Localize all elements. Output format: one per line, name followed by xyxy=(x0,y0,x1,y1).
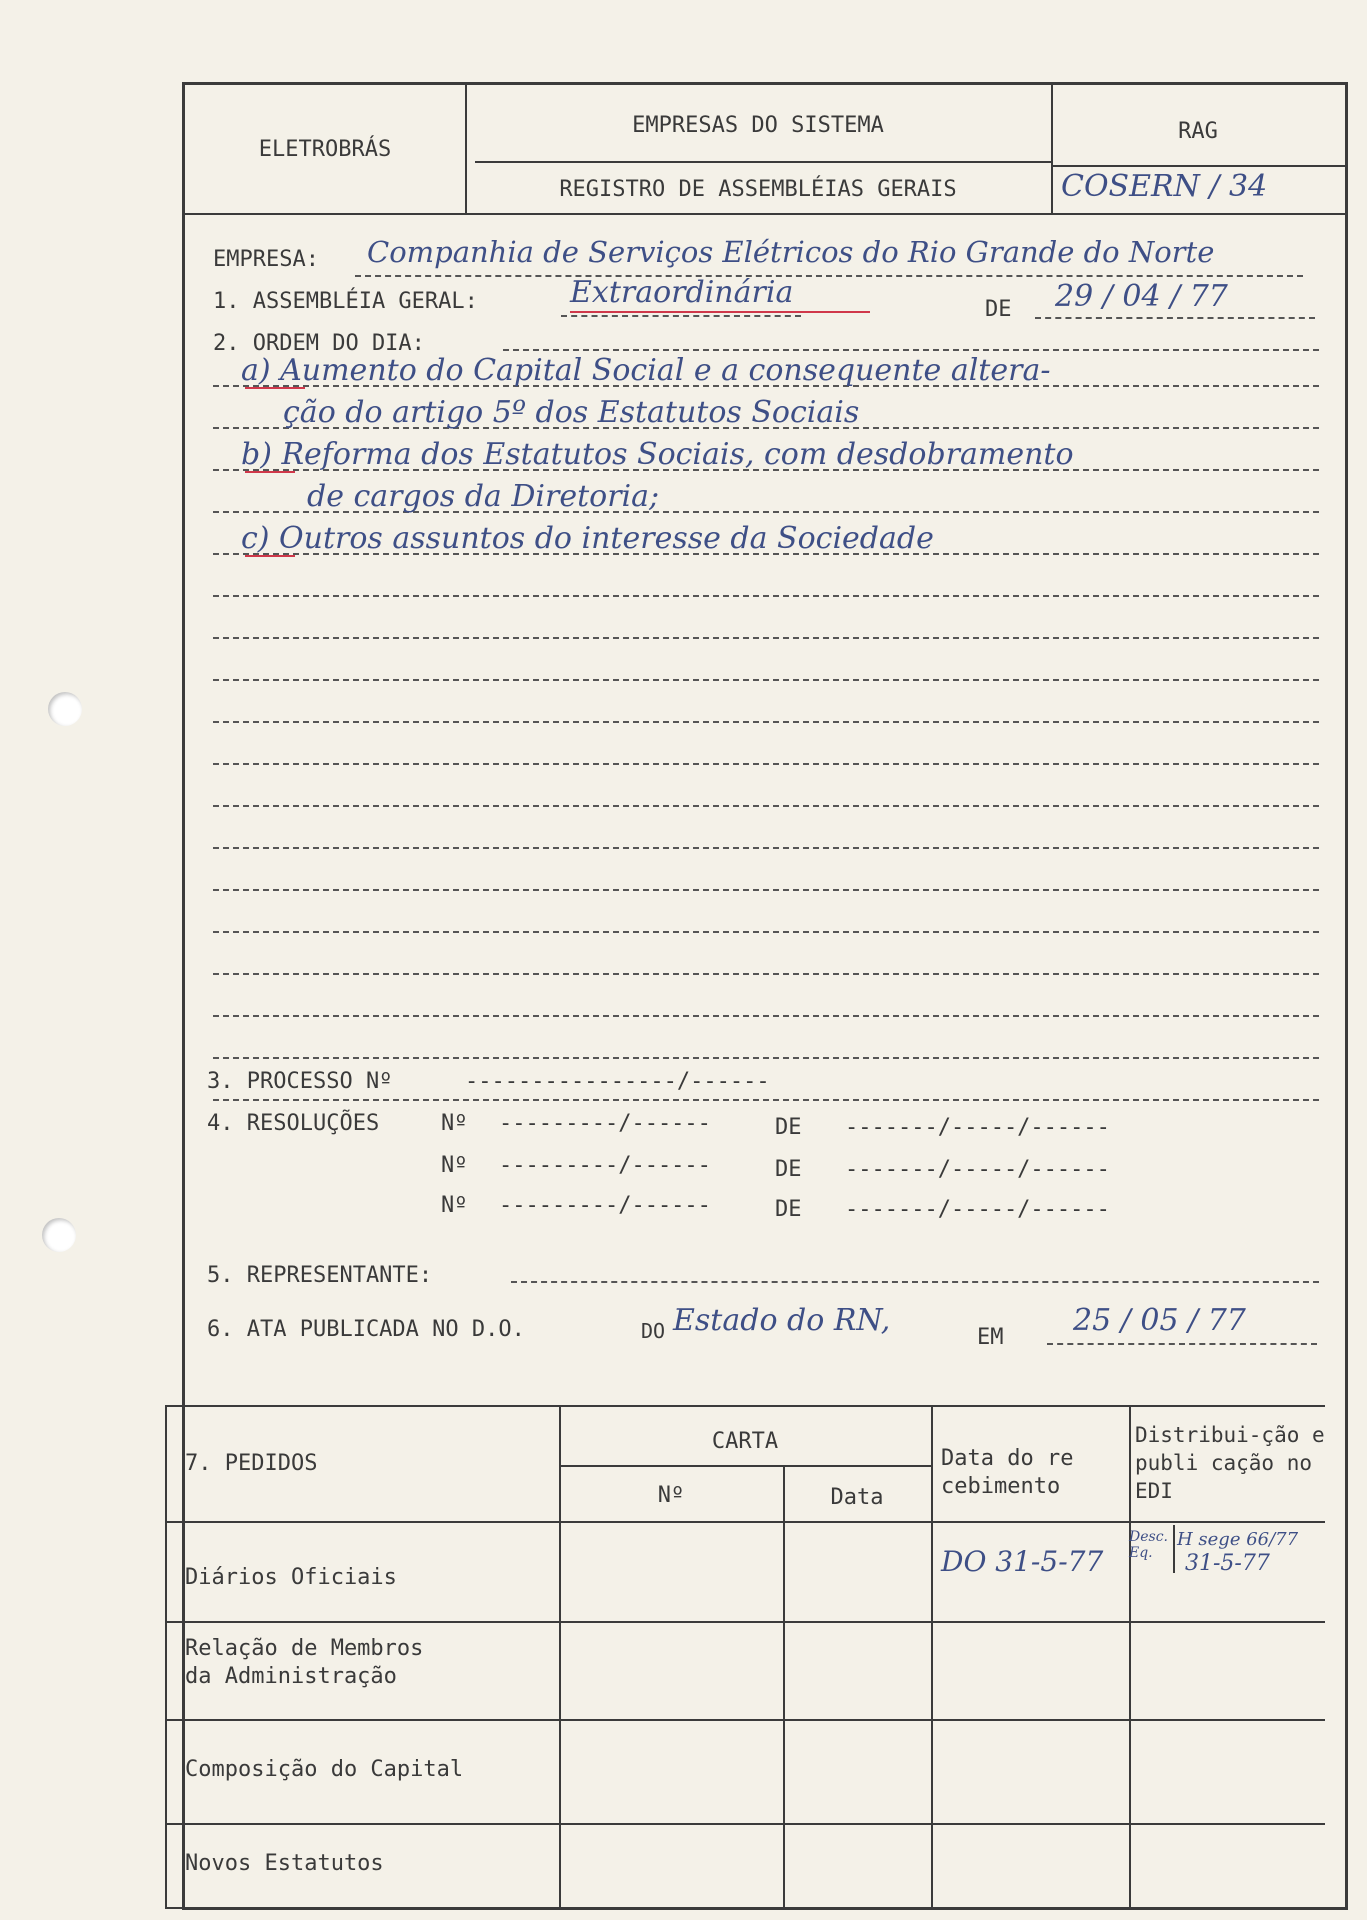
representante-label: 5. REPRESENTANTE: xyxy=(207,1263,433,1288)
resolucao-date-2: -------/-----/------ xyxy=(845,1157,1110,1182)
punch-hole-top xyxy=(48,692,82,726)
recebimento-header: Data do re cebimento xyxy=(941,1446,1074,1499)
ordem-line-2: ção do artigo 5º dos Estatutos Sociais xyxy=(283,395,860,430)
punch-hole-bottom xyxy=(42,1218,76,1252)
diarios-distrib-b: H sege 66/77 xyxy=(1177,1529,1299,1550)
row-label-relacao: Relação de Membros da Administração xyxy=(185,1636,424,1689)
ata-value: Estado do RN, xyxy=(673,1303,891,1338)
processo-label: 3. PROCESSO Nº xyxy=(207,1069,393,1094)
pedidos-label: 7. PEDIDOS xyxy=(185,1451,318,1476)
resolucao-num-3: ---------/------ xyxy=(499,1193,711,1218)
ordem-line-4: de cargos da Diretoria; xyxy=(307,479,660,514)
resolucao-de-2: DE xyxy=(775,1157,802,1182)
carta-no-header: Nº xyxy=(657,1483,685,1508)
diarios-distrib-a: Desc. Eq. xyxy=(1129,1529,1168,1561)
resolucao-no-2: Nº xyxy=(441,1153,468,1178)
resolucao-de-3: DE xyxy=(775,1197,802,1222)
ata-em-label: EM xyxy=(977,1325,1004,1350)
ordem-line-5: c) Outros assuntos do interesse da Sociedade xyxy=(241,521,934,556)
processo-value: ----------------/------ xyxy=(465,1069,770,1094)
assembly-registration-form xyxy=(182,82,1348,1910)
carta-data-header: Data xyxy=(830,1485,884,1510)
row-label-composicao: Composição do Capital xyxy=(185,1757,464,1782)
distribuicao-header: Distribui-ção e publi cação no EDI xyxy=(1135,1423,1325,1503)
ata-prefix: DO xyxy=(641,1319,666,1343)
assembleia-type-value: Extraordinária xyxy=(570,275,794,310)
ata-label: 6. ATA PUBLICADA NO D.O. xyxy=(207,1317,525,1342)
assembleia-label: 1. ASSEMBLÉIA GERAL: xyxy=(213,289,478,314)
form-title-bottom: REGISTRO DE ASSEMBLÉIAS GERAIS xyxy=(559,177,957,202)
resolucao-de-1: DE xyxy=(775,1115,802,1140)
assembleia-date: 29 / 04 / 77 xyxy=(1055,279,1228,314)
diarios-recebimento: DO 31-5-77 xyxy=(941,1545,1104,1578)
resolucao-date-3: -------/-----/------ xyxy=(845,1197,1110,1222)
ordem-line-1: a) Aumento do Capital Social e a consequente altera- xyxy=(241,353,1051,388)
ata-date: 25 / 05 / 77 xyxy=(1073,1303,1246,1338)
diarios-distrib-c: 31-5-77 xyxy=(1185,1551,1270,1576)
empresa-value: Companhia de Serviços Elétricos do Rio Grande do Norte xyxy=(367,235,1215,269)
form-title-top: EMPRESAS DO SISTEMA xyxy=(632,113,884,138)
ordem-line-3: b) Reforma dos Estatutos Sociais, com desdobramento xyxy=(241,437,1074,472)
row-label-estatutos: Novos Estatutos xyxy=(185,1851,384,1876)
empresa-label: EMPRESA: xyxy=(213,247,319,272)
resolucao-date-1: -------/-----/------ xyxy=(845,1115,1110,1140)
resolucoes-label: 4. RESOLUÇÕES xyxy=(207,1111,380,1136)
resolucao-num-1: ---------/------ xyxy=(499,1111,711,1136)
resolucao-num-2: ---------/------ xyxy=(499,1153,711,1178)
ordem-label: 2. ORDEM DO DIA: xyxy=(213,331,425,356)
org-name: ELETROBRÁS xyxy=(258,137,392,162)
rag-label: RAG xyxy=(1178,119,1218,144)
assembleia-de-label: DE xyxy=(985,297,1012,322)
row-label-diarios: Diários Oficiais xyxy=(185,1565,397,1590)
carta-header: CARTA xyxy=(711,1429,779,1454)
rag-code-value: COSERN / 34 xyxy=(1061,169,1268,204)
resolucao-no-3: Nº xyxy=(441,1193,468,1218)
resolucao-no-1: Nº xyxy=(441,1111,468,1136)
